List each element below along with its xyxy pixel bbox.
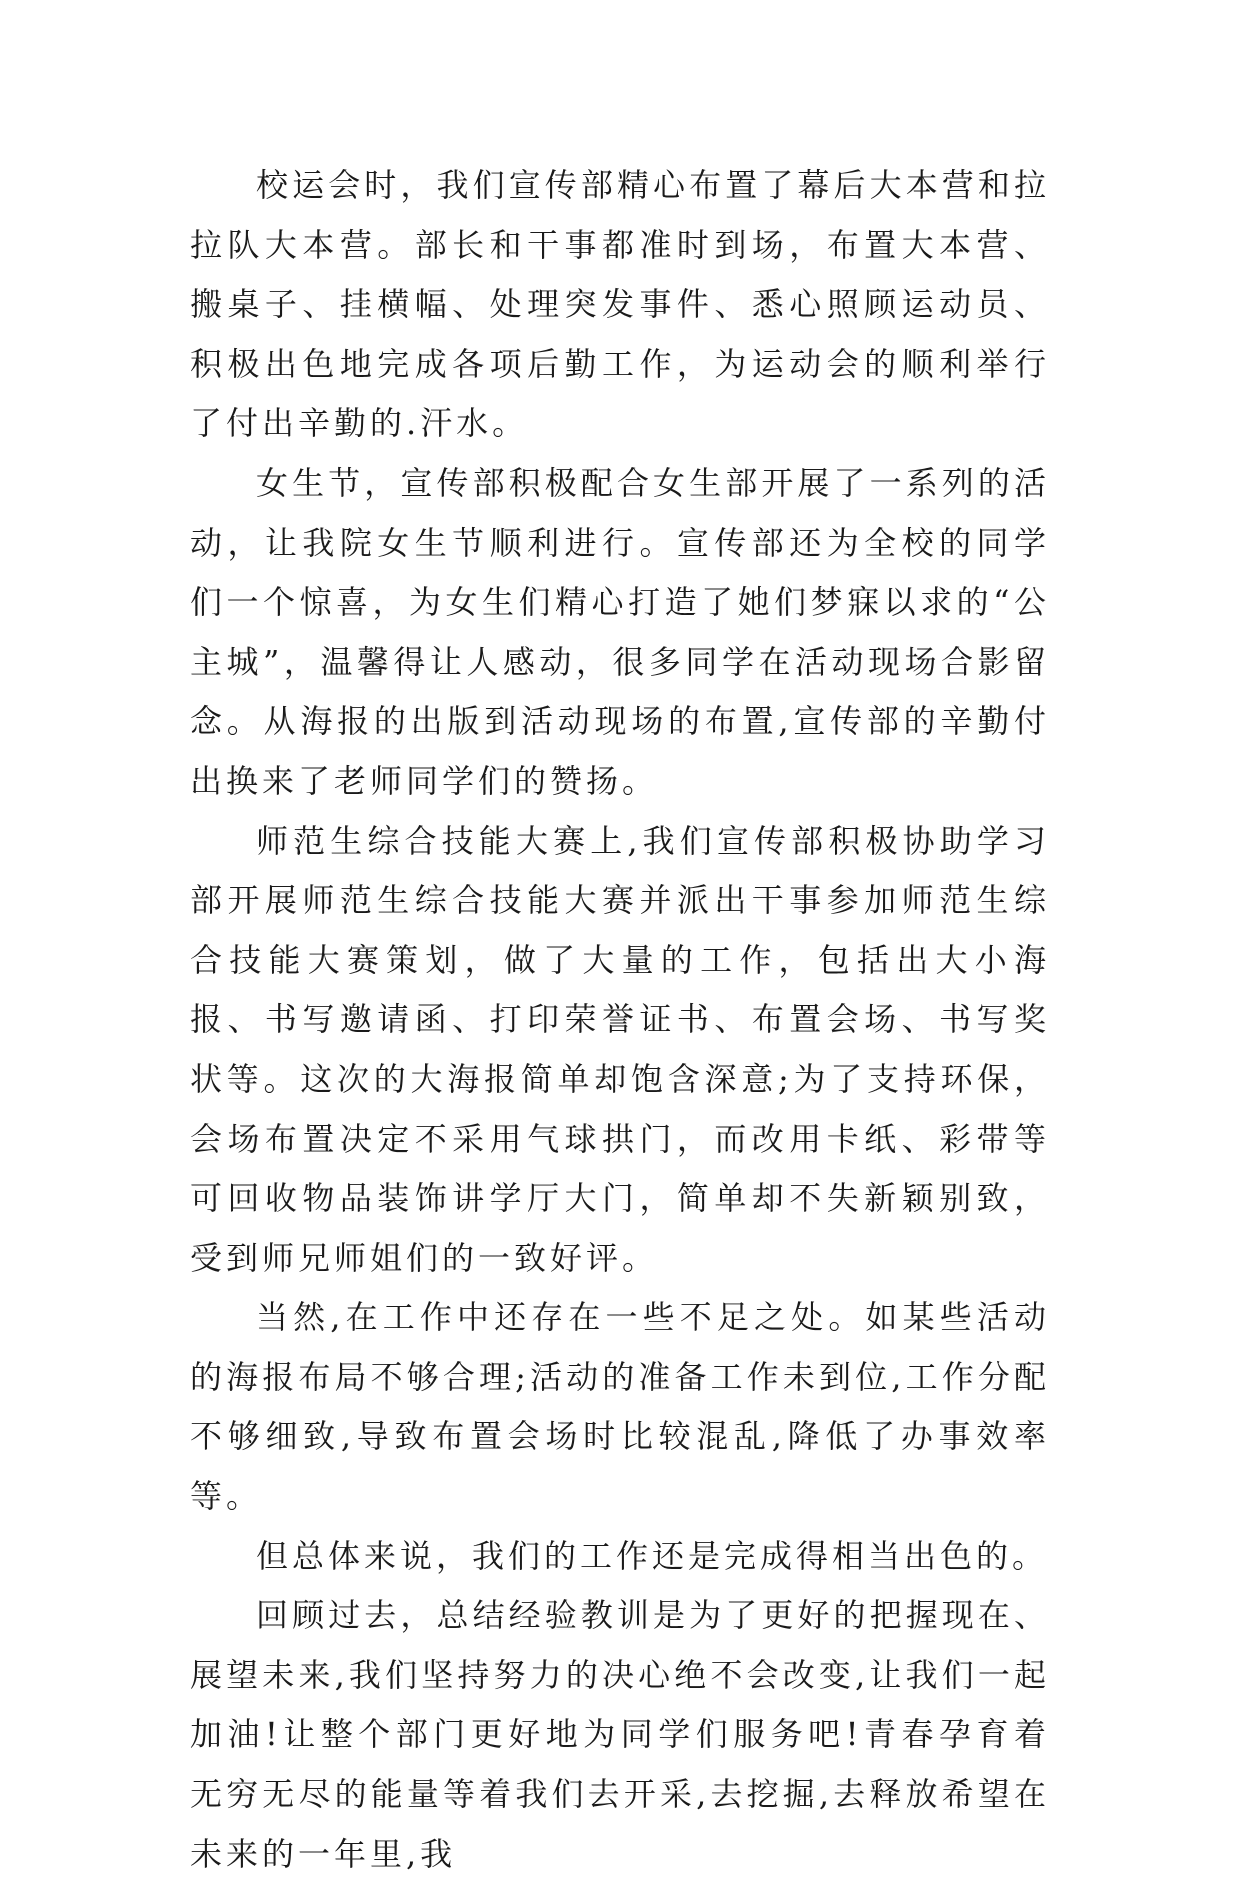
paragraph-overall: 但总体来说，我们的工作还是完成得相当出色的。: [256, 1536, 1049, 1575]
paragraph-skills-contest: 师范生综合技能大赛上,我们宣传部积极协助学习部开展师范生综合技能大赛并派出干事参加师范生综合技能大赛策划，做了大量的工作，包括出大小海报、书写邀请函、打印荣誉证书、布置会场、书写奖状等。这次的大海报简单却饱含深意;为了支持环保，会场布置决定不采用气球拱门，而改用卡纸、彩带等可回收物品装饰讲学厅大门，简单却不失新颖别致，受到师兄师姐们的一致好评。: [190, 821, 1050, 1277]
paragraph-outlook: 回顾过去，总结经验教训是为了更好的把握现在、展望未来,我们坚持努力的决心绝不会改变,让我们一起加油!让整个部门更好地为同学们服务吧!青春孕育着无穷无尽的能量等着我们去开采,去挖掘,去释放希望在未来的一年里,我: [190, 1596, 1050, 1873]
paragraph-sports-meet: 校运会时，我们宣传部精心布置了幕后大本营和拉拉队大本营。部长和干事都准时到场，布置大本营、搬桌子、挂横幅、处理突发事件、悉心照顾运动员、积极出色地完成各项后勤工作，为运动会的顺利举行了付出辛勤的.汗水。: [190, 166, 1050, 443]
paragraph-shortcomings: 当然,在工作中还存在一些不足之处。如某些活动的海报布局不够合理;活动的准备工作未到位,工作分配不够细致,导致布置会场时比较混乱,降低了办事效率等。: [190, 1298, 1050, 1516]
paragraph-girls-day: 女生节，宣传部积极配合女生部开展了一系列的活动，让我院女生节顺利进行。宣传部还为全校的同学们一个惊喜，为女生们精心打造了她们梦寐以求的“公主城”，温馨得让人感动，很多同学在活动现场合影留念。从海报的出版到活动现场的布置,宣传部的辛勤付出换来了老师同学们的赞扬。: [190, 463, 1050, 800]
document-body: [190, 156, 1050, 1884]
